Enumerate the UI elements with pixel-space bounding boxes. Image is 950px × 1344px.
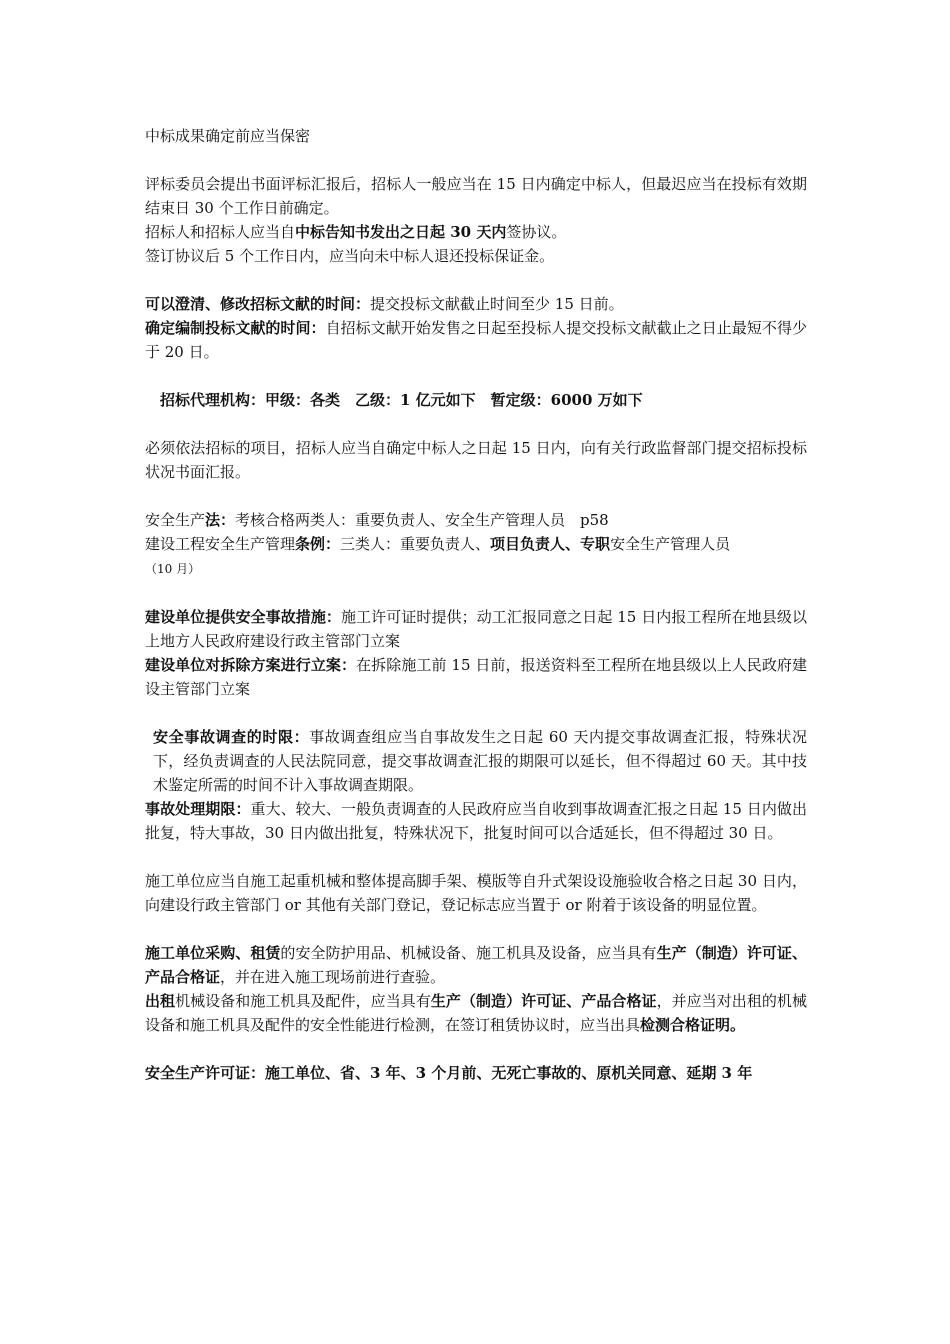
paragraph-demolition-filing: 建设单位对拆除方案进行立案：在拆除施工前 15 日前，报送资料至工程所在地县级以上人民政府建设主管部门立案	[145, 656, 807, 698]
paragraph-report-15days: 必须依法招标的项目，招标人应当自确定中标人之日起 15 日内，向有关行政监督部门提交招标投标状况书面汇报。	[145, 439, 807, 481]
document-body	[145, 124, 807, 1085]
paragraph-purchase-lease: 施工单位采购、租赁的安全防护用品、机械设备、施工机具及设备，应当具有生产（制造）许可证、产品合格证，并在进入施工现场前进行查验。	[145, 944, 807, 986]
paragraph-clarify-time: 可以澄清、修改招标文献的时间：提交投标文献截止时间至少 15 日前。	[145, 295, 624, 313]
paragraph-sign-agreement: 招标人和招标人应当自中标告知书发出之日起 30 天内签协议。	[145, 223, 567, 241]
paragraph-safety-measures: 建设单位提供安全事故措施：施工许可证时提供；动工汇报同意之日起 15 日内报工程所在地县级以上地方人民政府建设行政主管部门立案	[145, 608, 807, 650]
paragraph-investigation-limit: 安全事故调查的时限：事故调查组应当自事故发生之日起 60 天内提交事故调查汇报，特殊状况下，经负责调查的人民法院同意，提交事故调查汇报的期限可以延长，但不得超过 60 天。其中技术鉴定所需的时间不计入事故调查期限。	[153, 728, 807, 794]
paragraph-handling-limit: 事故处理期限：重大、较大、一般负责调查的人民政府应当自收到事故调查汇报之日起 15 日内做出批复，特大事故，30 日内做出批复，特殊状况下，批复时间可以合适延长，但不得超过 30 日。	[145, 800, 807, 842]
paragraph-safety-license: 安全生产许可证：施工单位、省、3 年、3 个月前、无死亡事故的、原机关同意、延期 3 年	[145, 1064, 753, 1082]
paragraph-agency-levels: 招标代理机构：甲级：各类 乙级：1 亿元如下 暂定级：6000 万如下	[160, 391, 643, 409]
paragraph-safety-regulation: 建设工程安全生产管理条例：三类人：重要负责人、项目负责人、专职安全生产管理人员 （10 月）	[145, 535, 731, 576]
paragraph-refund-deposit: 签订协议后 5 个工作日内，应当向未中标人退还投标保证金。	[145, 247, 555, 265]
paragraph-bid-report: 评标委员会提出书面评标汇报后，招标人一般应当在 15 日内确定中标人，但最迟应当在投标有效期结束日 30 个工作日前确定。	[145, 175, 807, 217]
heading-line: 中标成果确定前应当保密	[145, 127, 311, 145]
paragraph-crane-registration: 施工单位应当自施工起重机械和整体提高脚手架、模版等自升式架设设施验收合格之日起 30 日内，向建设行政主管部门 or 其他有关部门登记，登记标志应当置于 or 附着于该设备的明显位置。	[145, 872, 807, 914]
paragraph-rental: 出租机械设备和施工机具及配件，应当具有生产（制造）许可证、产品合格证，并应当对出租的机械设备和施工机具及配件的安全性能进行检测，在签订租赁协议时，应当出具检测合格证明。	[145, 992, 807, 1034]
paragraph-prepare-time: 确定编制投标文献的时间：自招标文献开始发售之日起至投标人提交投标文献截止之日止最短不得少于 20 日。	[145, 319, 807, 361]
paragraph-safety-law: 安全生产法：考核合格两类人：重要负责人、安全生产管理人员 p58	[145, 511, 609, 529]
